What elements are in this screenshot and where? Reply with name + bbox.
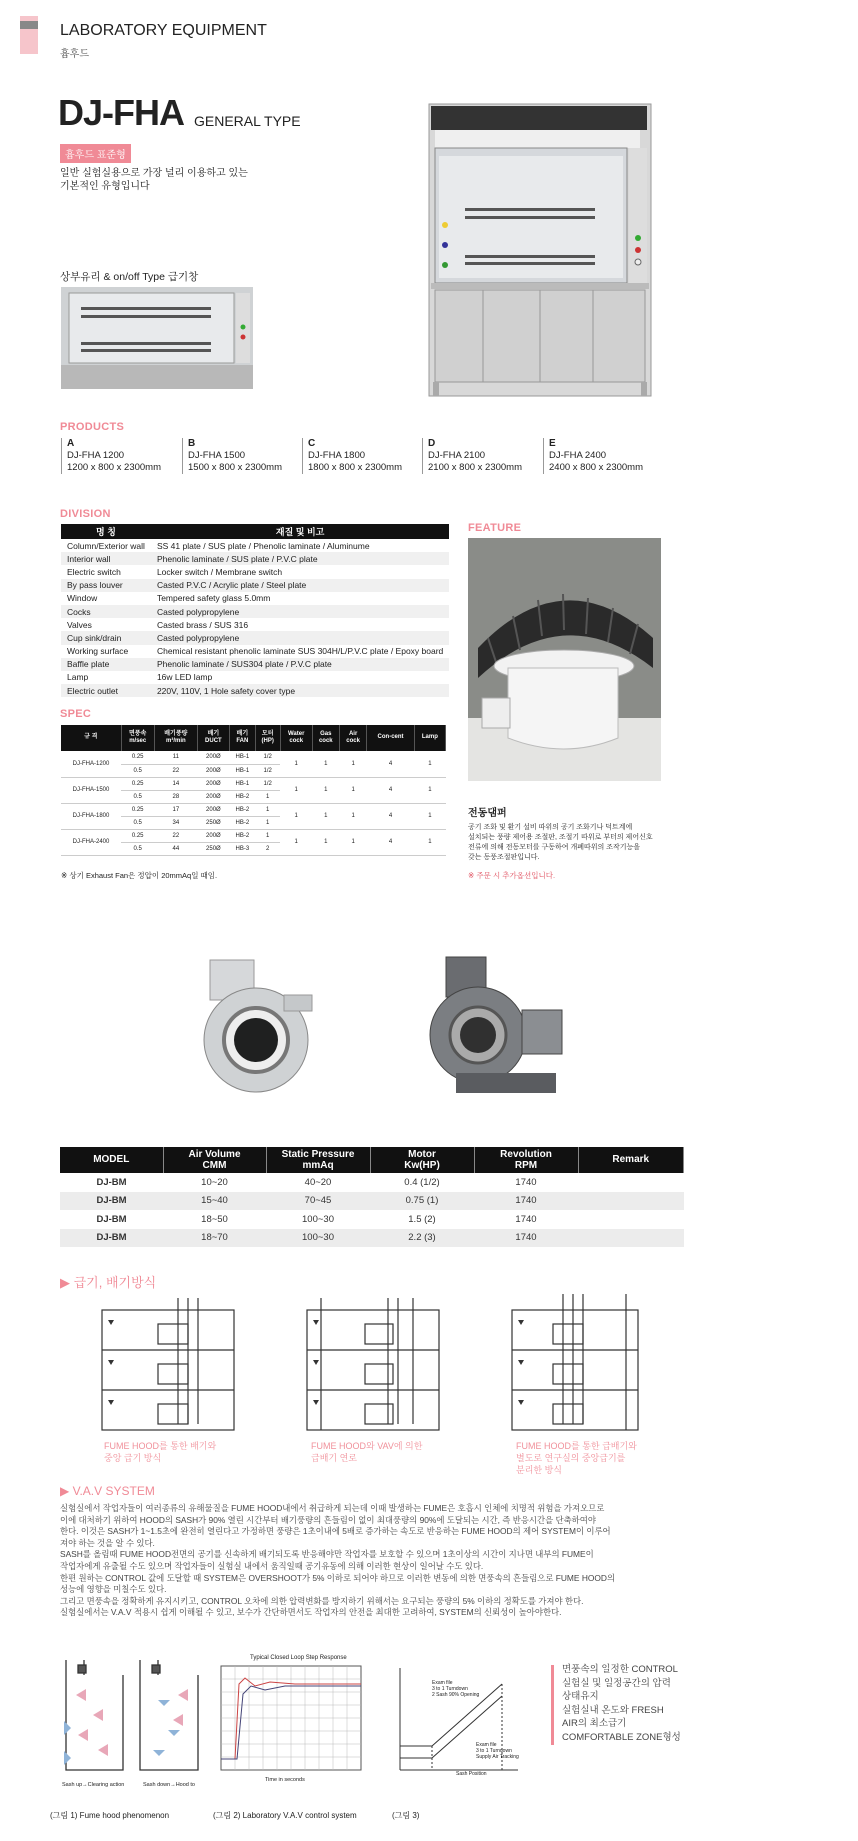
cell: DJ-FHA-2400 [61, 829, 121, 855]
cell: DJ-FHA-1200 [61, 751, 121, 777]
cell: 0.5 [121, 764, 154, 777]
cell: HB-3 [230, 842, 256, 855]
spec-header-text: 배기풍량 [164, 730, 188, 737]
cell: 220V, 110V, 1 Hole safety cover type [151, 684, 449, 697]
table-row [61, 684, 449, 697]
cell: Window [67, 593, 98, 604]
feature-title: FEATURE [468, 522, 522, 534]
fig2-title: Typical Closed Loop Step Response [250, 1655, 347, 1661]
benefit-line: 실험실 및 일정공간의 압력 [562, 1677, 671, 1689]
cell: Valves [67, 619, 92, 630]
cell: 1 [255, 829, 280, 842]
blower-header-text: Revolution [500, 1148, 552, 1160]
cell: 1 [312, 829, 339, 855]
cell: 1 [312, 777, 339, 803]
cell: 28 [154, 790, 197, 803]
supply-title: ▶ 급기, 배기방식 [60, 1275, 157, 1290]
spec-header-unit: cock [289, 738, 304, 744]
cell: 1740 [474, 1229, 578, 1248]
blower-header [163, 1147, 266, 1173]
product-item [422, 438, 537, 474]
cell: Casted P.V.C / Acrylic plate / Steel plate [151, 579, 449, 592]
product-letter: C [308, 438, 316, 449]
product-letter: B [188, 438, 196, 449]
spec-header-text: Con-cent [377, 734, 404, 741]
table-row [60, 1210, 684, 1229]
fume-hood-image [425, 100, 655, 405]
cell: 40~20 [304, 1176, 332, 1188]
header-accent-gray [20, 21, 38, 29]
fig3-label-1: Exam file [432, 1680, 453, 1686]
cell: Casted polypropylene [151, 631, 449, 644]
cell: SS 41 plate / SUS plate / Phenolic laminate / Aluminume [156, 540, 370, 551]
cell: Casted polypropylene [151, 605, 449, 618]
cell: HB-1 [230, 764, 256, 777]
cell: 0.25 [121, 751, 154, 764]
cell: 17 [154, 803, 197, 816]
cell: 250Ø [197, 816, 229, 829]
table-row [60, 1173, 684, 1192]
table-row [61, 565, 449, 578]
cell: DJ-FHA-1500 [61, 777, 121, 803]
cell: Lamp [67, 672, 89, 683]
page-subtitle: 흄후드 [60, 49, 89, 60]
caption-line: 급배기 연로 [311, 1453, 357, 1463]
table-row [61, 631, 449, 644]
fig1-sub-2: Sash down→Hood to [143, 1782, 195, 1788]
cell: 1740 [474, 1192, 578, 1211]
fig2-xlabel: Time in seconds [265, 1777, 305, 1783]
spec-header-unit: (HP) [261, 738, 274, 744]
cell: 10~20 [201, 1176, 228, 1188]
vav-text [60, 1503, 690, 1619]
fig3-label-7: Sash Position [456, 1771, 487, 1777]
caption-line: FUME HOOD를 통한 급배기와 [516, 1441, 637, 1451]
vav-line: 실험실에서 작업자들이 여러종류의 유해물질을 FUME HOOD내에서 취급하게 되는데 이때 발생하는 FUME은 호흡시 인체에 치명적 위험을 가져오므로 [60, 1503, 605, 1513]
blower-header [60, 1147, 163, 1173]
blower-header [266, 1147, 370, 1173]
spec-header [280, 725, 312, 751]
cell: 1/2 [255, 777, 280, 790]
product-letter: E [549, 438, 556, 449]
product-item [182, 438, 297, 474]
fig2-step-response-chart [215, 1664, 365, 1776]
cell [578, 1229, 684, 1248]
spec-header-text: Water [287, 730, 305, 737]
cell: DJ-FHA-1800 [61, 803, 121, 829]
table-row [61, 539, 449, 552]
cell: 22 [154, 764, 197, 777]
cell: 200Ø [197, 777, 229, 790]
cell: 1740 [515, 1213, 537, 1225]
product-size: 1800 x 800 x 2300mm [308, 462, 403, 473]
division-header: 명 칭 [61, 524, 151, 539]
supply-diagram-3 [508, 1290, 643, 1434]
spec-header [121, 725, 154, 751]
cell: Phenolic laminate / SUS304 plate / P.V.C plate [151, 658, 449, 671]
feature-name: 전동댐퍼 [468, 808, 507, 819]
spec-header [61, 725, 121, 751]
cell: 1 [339, 829, 366, 855]
blower-header [370, 1147, 474, 1173]
vav-line: SASH를 올림때 FUME HOOD전면의 공기를 신속하게 배기되도록 반응해야만 작업자를 보호할 수 있으며 1초이상의 시간이 지나면 내부의 FUME이 [60, 1549, 594, 1560]
cell: 4 [367, 777, 415, 803]
benefit-line: 면풍속의 일정한 CONTROL [562, 1664, 678, 1675]
caption-line: 분리한 방식 [516, 1465, 562, 1475]
product-size: 2100 x 800 x 2300mm [428, 462, 523, 473]
product-size: 1500 x 800 x 2300mm [188, 462, 283, 473]
cell: DJ-BM [96, 1176, 127, 1188]
products-title: PRODUCTS [60, 421, 125, 433]
feature-desc-1: 공기 조화 및 환기 설비 따위의 공기 조화기나 덕트계에 [468, 824, 633, 831]
cell: 200Ø [197, 803, 229, 816]
cell: By pass louver [61, 579, 151, 592]
product-name: DJ-FHA 1800 [308, 450, 366, 461]
table-row [61, 777, 446, 790]
cell: 1 [255, 790, 280, 803]
supply-caption-2 [311, 1440, 422, 1464]
spec-header [312, 725, 339, 751]
blower-header [578, 1147, 684, 1173]
product-item [302, 438, 417, 474]
feature-desc-2: 설치되는 풍량 제어용 조절판, 조절기 따위로 부터의 제어신호 [468, 834, 653, 841]
blower-header-text: Motor [408, 1148, 436, 1160]
cell: 1740 [515, 1176, 537, 1188]
cell: 200Ø [197, 829, 229, 842]
cell: 1 [339, 751, 366, 777]
vav-title: ▶ V.A.V SYSTEM [60, 1484, 155, 1498]
spec-header-text: 배기 [207, 730, 220, 737]
blower-image-gray [426, 955, 566, 1100]
cell: 250Ø [197, 842, 229, 855]
spec-table [61, 725, 446, 856]
blower-header-unit: CMM [202, 1160, 227, 1171]
fig3-diagram [392, 1666, 520, 1778]
cell: 1 [414, 751, 445, 777]
spec-header-text: 면풍속 [129, 730, 147, 737]
feature-desc-4: 갖는 동풍조절판입니다. [468, 854, 540, 861]
cell: Baffle plate [61, 658, 151, 671]
cell: 0.25 [121, 829, 154, 842]
cell: 0.5 [121, 790, 154, 803]
spec-header-unit: cock [346, 738, 360, 744]
spec-header [230, 725, 256, 751]
cell: HB-1 [230, 751, 256, 764]
cell: 200Ø [197, 764, 229, 777]
supply-diagram-1 [98, 1294, 238, 1434]
cell: HB-1 [230, 777, 256, 790]
cell: Cocks [61, 605, 151, 618]
product-badge: 흄후드 표준형 [60, 144, 131, 163]
cell: 18~50 [201, 1213, 228, 1225]
supply-diagram-2 [303, 1294, 443, 1434]
cell: 18~70 [163, 1229, 266, 1248]
blower-header-unit: RPM [514, 1160, 538, 1171]
spec-header [255, 725, 280, 751]
vav-line: 성능에 영향을 미칠수도 있다. [60, 1584, 167, 1595]
blower-header-text: Air Volume [188, 1148, 241, 1160]
cell [578, 1173, 684, 1192]
product-name: DJ-FHA 1500 [188, 450, 246, 461]
cell: HB-2 [230, 816, 256, 829]
fig2-caption: (그림 2) Laboratory V.A.V control system [213, 1811, 357, 1820]
benefit-line: 실험실내 온도와 FRESH [562, 1704, 664, 1716]
spec-header-text: Gas [320, 730, 332, 737]
spec-header [197, 725, 229, 751]
spec-header-text: Air [348, 730, 358, 737]
product-size: 2400 x 800 x 2300mm [549, 462, 644, 473]
cell: 1 [280, 803, 312, 829]
cell: 1 [312, 751, 339, 777]
cell: 4 [367, 803, 415, 829]
spec-header-unit: FAN [236, 738, 249, 744]
product-letter: D [428, 438, 436, 449]
vav-benefits [562, 1663, 681, 1744]
cell: 1 [255, 816, 280, 829]
cell: 1 [414, 803, 445, 829]
division-table [61, 524, 449, 697]
cell: 1 [280, 751, 312, 777]
spec-header [367, 725, 415, 751]
cell: 1 [312, 803, 339, 829]
product-item [61, 438, 176, 474]
cell: Electric switch [67, 566, 121, 577]
product-desc-1: 일반 실험실용으로 가장 널리 이용하고 있는 [60, 168, 248, 179]
cell: 0.4 (1/2) [404, 1176, 440, 1188]
cell: Tempered safety glass 5.0mm [156, 593, 271, 604]
cell: 1 [339, 777, 366, 803]
cell: 1 [255, 803, 280, 816]
supply-caption-3 [516, 1440, 637, 1476]
vav-line: 이에 대처하기 위하여 HOOD의 SASH가 90% 열린 시간부터 배기풍량의 흔들림이 없이 최대풍량의 90%에 도달되는 시간, 즉 반응시간을 단축하여야 [60, 1514, 596, 1525]
fig1-sub-1: Sash up→Clearing action [62, 1782, 125, 1788]
spec-title: SPEC [60, 708, 92, 720]
table-row [61, 645, 449, 658]
blower-header [474, 1147, 578, 1173]
product-size: 1200 x 800 x 2300mm [67, 462, 162, 473]
cell: 2 [255, 842, 280, 855]
supply-caption-1 [104, 1440, 216, 1464]
vav-line: 한편 원하는 CONTROL 값에 도달할 때 SYSTEM은 OVERSHOOT가 5% 이하로 되어야 하므로 이러한 변동에 의한 면풍속의 흔들림으로 FUME HOOD의 [60, 1572, 616, 1583]
electric-damper-image [468, 538, 661, 781]
cell: Column/Exterior wall [67, 540, 145, 551]
cell: 100~30 [302, 1213, 334, 1225]
table-row [61, 658, 449, 671]
division-title: DIVISION [60, 508, 111, 520]
blower-image-stainless [194, 955, 314, 1105]
caption-line: 중앙 급기 방식 [104, 1453, 162, 1463]
benefit-line: AIR의 최소급기 [562, 1718, 627, 1729]
caption-line: FUME HOOD를 통한 배기와 [104, 1441, 217, 1451]
cell: 1 [339, 803, 366, 829]
fig3-label-4: Exam file [476, 1742, 497, 1748]
cell: Locker switch / Membrane switch [156, 566, 283, 577]
product-desc-2: 기본적인 유형입니다 [60, 181, 150, 192]
vav-line: 실험실에서는 V.A.V 적용시 쉽게 이해될 수 있고, 보수가 간단하면서도 작업자의 안전을 최대한 고려하여, SYSTEM의 신뢰성이 높아야한다. [60, 1607, 562, 1618]
caption-line: 별도로 연구실의 중앙급기를 [516, 1453, 626, 1463]
feature-desc-3: 전류에 의해 전동모터를 구동하여 개폐따위의 조작기능을 [468, 844, 641, 851]
cell: 1 [414, 829, 445, 855]
cell: 11 [154, 751, 197, 764]
cell: 70~45 [266, 1192, 370, 1211]
product-type: GENERAL TYPE [194, 113, 301, 129]
cell: Working surface [67, 646, 129, 657]
table-row [61, 579, 449, 592]
fig1-caption: (그림 1) Fume hood phenomenon [50, 1811, 170, 1820]
table-row [60, 1192, 684, 1211]
division-header: 재질 및 비고 [151, 524, 449, 539]
cell: 16w LED lamp [156, 672, 213, 683]
caption-line: FUME HOOD와 VAV에 의한 [311, 1441, 423, 1451]
cell: 1 [280, 777, 312, 803]
product-model: DJ-FHA [58, 92, 184, 133]
spec-header-unit: m³/min [166, 738, 186, 744]
vav-line: 그리고 면풍속을 정확하게 유지시키고, CONTROL 오차에 의한 압력변화를 방지하기 위해서는 요구되는 풍량의 5% 이하의 정확도를 가져야 한다. [60, 1595, 584, 1606]
vav-line: 한다. 이것은 SASH가 1~1.5초에 완전히 열린다고 가정하면 풍량은 1초이내에 5배로 증가하는 속도로 반응하는 FUME HOOD의 제어 SYSTEM이 이루어 [60, 1526, 611, 1537]
cell: 15~40 [163, 1192, 266, 1211]
spec-header [339, 725, 366, 751]
cell: 4 [367, 829, 415, 855]
table-row [61, 803, 446, 816]
cell: 1 [414, 777, 445, 803]
cell: DJ-BM [60, 1192, 163, 1211]
cell [578, 1210, 684, 1229]
product-name: DJ-FHA 2400 [549, 450, 607, 461]
cell: 1/2 [255, 764, 280, 777]
blower-header-unit: Kw(HP) [404, 1160, 440, 1171]
cell: 0.5 [121, 816, 154, 829]
cell: 100~30 [266, 1229, 370, 1248]
product-item [543, 438, 658, 474]
fig3-label-5: 3 to 1 Turndown [476, 1748, 512, 1754]
feature-note: ※ 주문 시 추가옵션입니다. [468, 871, 556, 880]
blower-header-text: Remark [612, 1154, 650, 1166]
table-row [61, 618, 449, 631]
spec-header-text: 모터 [261, 730, 274, 737]
benefit-line: 상태유지 [562, 1691, 599, 1702]
vav-line: 져야 하는 것을 알 수 있다. [60, 1537, 155, 1548]
cell: Electric outlet [61, 684, 151, 697]
cell: HB-2 [230, 790, 256, 803]
spec-note: ※ 상기 Exhaust Fan은 정압이 20mmAq일 때임. [61, 871, 218, 880]
cell: 14 [154, 777, 197, 790]
cell: 0.75 (1) [370, 1192, 474, 1211]
table-row [61, 605, 449, 618]
cell: DJ-BM [96, 1213, 127, 1225]
spec-header [414, 725, 445, 751]
cell: 0.5 [121, 842, 154, 855]
page-title: LABORATORY EQUIPMENT [60, 22, 267, 39]
option-title: 상부유리 & on/off Type 급기창 [60, 271, 199, 283]
cell: 34 [154, 816, 197, 829]
fig3-caption: (그림 3) [392, 1811, 420, 1820]
fig3-label-6: Supply Air Tracking [476, 1754, 519, 1760]
cell: 1.5 (2) [408, 1213, 436, 1225]
cell: 4 [367, 751, 415, 777]
blower-table [60, 1147, 684, 1247]
cell: Interior wall [61, 552, 151, 565]
cell: DJ-BM [60, 1229, 163, 1248]
table-row [61, 552, 449, 565]
table-row [60, 1229, 684, 1248]
cell: Cup sink/drain [61, 631, 151, 644]
cell: HB-2 [230, 829, 256, 842]
cell: HB-2 [230, 803, 256, 816]
product-name: DJ-FHA 2100 [428, 450, 486, 461]
spec-header-unit: cock [318, 738, 333, 744]
table-row [61, 592, 449, 605]
product-name: DJ-FHA 1200 [67, 450, 125, 461]
cell: Chemical resistant phenolic laminate SUS 304H/L/P.V.C plate / Epoxy board [156, 646, 444, 657]
cell: 200Ø [197, 751, 229, 764]
product-letter: A [67, 438, 75, 449]
fig1-fume-hood-diagram [58, 1655, 208, 1780]
spec-header-text: Lamp [421, 734, 438, 741]
option-image [61, 287, 253, 389]
cell: 2.2 (3) [370, 1229, 474, 1248]
cell: 200Ø [197, 790, 229, 803]
benefit-line: COMFORTABLE ZONE형성 [562, 1731, 681, 1743]
blower-header-text: Static Pressure [281, 1148, 355, 1160]
cell: 0.25 [121, 777, 154, 790]
table-row [61, 671, 449, 684]
blower-header-text: MODEL [93, 1154, 130, 1166]
vav-line: 작업자에게 유출될 수도 있으며 작업자들이 실험실 내에서 움직일때 공기유동에 의해 이러한 현상이 일어날 수도 있다. [60, 1560, 484, 1571]
cell [578, 1192, 684, 1211]
spec-header-unit: DUCT [205, 738, 222, 744]
cell: 1 [280, 829, 312, 855]
table-row [61, 751, 446, 764]
cell: 44 [154, 842, 197, 855]
cell: 1/2 [255, 751, 280, 764]
fig3-label-3: 2 Sash 90% Opening [432, 1692, 480, 1698]
fig3-label-2: 3 to 1 Turndown [432, 1686, 468, 1692]
table-row [61, 829, 446, 842]
spec-header-text: 규 격 [84, 734, 98, 741]
spec-header-text: 배기 [236, 730, 249, 737]
blower-header-unit: mmAq [302, 1160, 334, 1171]
cell: Casted brass / SUS 316 [156, 619, 249, 630]
cell: Phenolic laminate / SUS plate / P.V.C plate [151, 552, 449, 565]
cell: 22 [154, 829, 197, 842]
spec-header [154, 725, 197, 751]
cell: 0.25 [121, 803, 154, 816]
spec-header-unit: m/sec [129, 738, 147, 744]
vav-benefits-bar [551, 1665, 554, 1745]
